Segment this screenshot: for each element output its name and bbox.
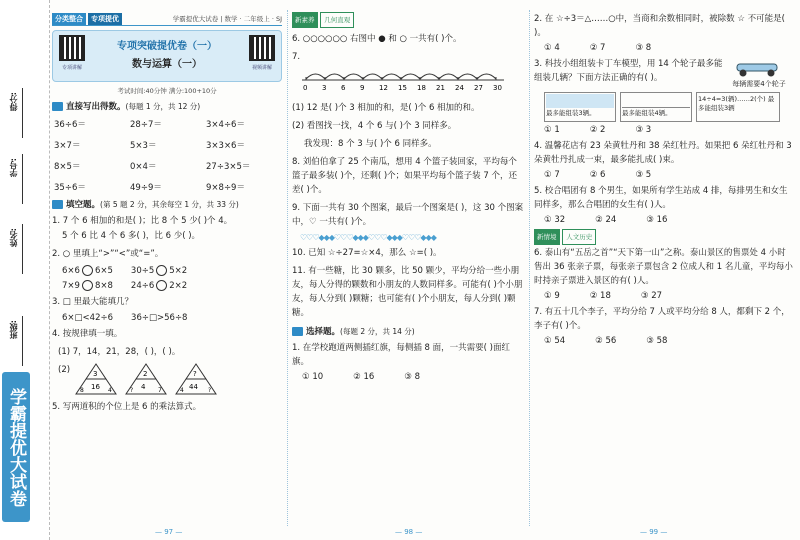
question-8[interactable]: 8. 刘伯伯拿了 25 个南瓜，想用 4 个篮子装回家，平均每个篮子最多装( )个，还剩( )个；如果平均每个篮子装 7 个，还差( )个。 bbox=[292, 157, 517, 195]
number-line-label: 6 bbox=[341, 84, 346, 92]
number-line-hop bbox=[325, 74, 344, 79]
question-4: 4. 按规律填一填。 bbox=[52, 329, 123, 339]
number-line-label: 21 bbox=[436, 84, 445, 92]
svg-text:7: 7 bbox=[158, 387, 162, 394]
question-7: 7. bbox=[292, 52, 301, 62]
svg-text:4: 4 bbox=[141, 383, 146, 391]
section-heading bbox=[52, 100, 282, 112]
score-line bbox=[22, 88, 23, 138]
choice-3[interactable]: 3. 科技小组组装卡丁车模型，用 14 个轮子最多能组装几辆？下面方法正确的有( )。 bbox=[534, 59, 723, 83]
calc-item[interactable]: 28÷7＝ bbox=[130, 120, 162, 130]
calc-item[interactable]: 9×8÷9＝ bbox=[206, 183, 245, 193]
choice-options bbox=[544, 125, 794, 135]
calc-item[interactable]: 36÷6＝ bbox=[54, 120, 86, 130]
svg-text:8: 8 bbox=[80, 387, 84, 394]
svg-text:3: 3 bbox=[93, 370, 98, 378]
choice-6[interactable]: 6. 泰山有“五岳之首”“天下第一山”之称。泰山景区的售票处 4 小时售出 36 张亲子票，每张亲子票包含 2 位成人和 1 名儿童，平均每小时持亲子票进入景区的有( )人。 bbox=[534, 248, 793, 286]
question-11[interactable]: 11. 有一些糖，比 30 颗多，比 50 颗少，平均分给一些小朋友，每人分得的颗数和小朋友的人数同样多。可能有( )个小朋友，每人分到( )颗糖；也可能有( )个小朋友，每人分到( )颗糖。 bbox=[292, 266, 523, 318]
page-number: — 97 — bbox=[155, 528, 183, 536]
choice-options bbox=[544, 43, 794, 53]
number-line-label: 12 bbox=[379, 84, 388, 92]
section-note: (每题 2 分，共 14 分) bbox=[340, 326, 415, 336]
number-line-hop bbox=[363, 74, 382, 79]
method-card[interactable]: 14÷4=3(辆)……2(个) 最多能组装3辆 bbox=[696, 92, 780, 122]
section-heading bbox=[292, 325, 524, 337]
box-inequality-b[interactable]: 36÷□>56÷8 bbox=[131, 313, 188, 323]
calc-item[interactable]: 5×3＝ bbox=[130, 141, 157, 151]
qr-caption-right: 视频讲解 bbox=[251, 65, 272, 71]
question-7a[interactable]: (1) 12 是( )个 3 相加的和，是( )个 6 相加的和。 bbox=[292, 103, 480, 113]
tag-literacy: 新素养 bbox=[292, 12, 318, 28]
option[interactable]: ② 56 bbox=[595, 336, 617, 346]
choice-5[interactable]: 5. 校合唱团有 8 个男生，如果所有学生站成 4 排，每排男生和女生同样多，那么合唱团的女生有( )人。 bbox=[534, 186, 788, 210]
box-inequality-a[interactable]: 6×□<42÷6 bbox=[62, 313, 114, 323]
calc-item[interactable]: 35÷6＝ bbox=[54, 183, 86, 193]
option[interactable]: ③ 8 bbox=[635, 43, 652, 53]
column-divider bbox=[287, 10, 288, 526]
number-line-hop bbox=[458, 74, 477, 79]
option[interactable]: ① 9 bbox=[544, 291, 560, 301]
number-line-label: 18 bbox=[417, 84, 426, 92]
number-line-hop bbox=[306, 74, 325, 79]
number-line-label: 27 bbox=[474, 84, 483, 92]
oral-calc-grid bbox=[52, 118, 282, 193]
calc-item[interactable]: 27÷3×5＝ bbox=[206, 162, 251, 172]
section-note: (每题 1 分，共 12 分) bbox=[125, 101, 201, 111]
svg-text:?: ? bbox=[193, 370, 197, 378]
option[interactable]: ③ 8 bbox=[404, 372, 421, 382]
class-line bbox=[22, 316, 23, 366]
answer-circle[interactable] bbox=[82, 280, 93, 291]
section-marker-icon bbox=[292, 327, 303, 336]
triangle-puzzle[interactable] bbox=[74, 362, 118, 396]
column-divider bbox=[529, 10, 530, 526]
number-line-label: 9 bbox=[360, 84, 365, 92]
option[interactable]: ③ 27 bbox=[640, 291, 663, 301]
number-line-hop bbox=[477, 74, 496, 79]
option[interactable]: ③ 5 bbox=[635, 170, 652, 180]
triangle-puzzle[interactable] bbox=[174, 362, 218, 396]
page-subtitle: 数与运算（一） bbox=[132, 59, 202, 70]
pattern-strip: ♡♡♡◆◆◆♡♡♡◆◆◆♡♡♡◆◆◆♡♡♡◆◆◆ bbox=[300, 233, 436, 242]
method-card[interactable]: 最多能组装3辆。 bbox=[544, 92, 616, 122]
series-brand: 学霸提优大试卷 bbox=[2, 372, 30, 522]
method-card[interactable]: 最多能组装4辆。 bbox=[620, 92, 692, 122]
choice-options bbox=[544, 291, 794, 301]
number-line bbox=[292, 64, 522, 94]
name-label: 姓名: bbox=[9, 228, 18, 248]
question-3: 3. □ 里最大能填几？ bbox=[52, 297, 134, 307]
compare-item: 24÷6 2×2 bbox=[130, 281, 188, 291]
option[interactable]: ③ 3 bbox=[635, 125, 652, 135]
exam-meta: 考试时间:40分钟 满分:100+10分 bbox=[117, 87, 217, 95]
score-label: 得分: bbox=[9, 92, 18, 112]
option[interactable]: ① 7 bbox=[544, 170, 560, 180]
calc-item[interactable]: 49÷9＝ bbox=[130, 183, 162, 193]
number-line-label: 15 bbox=[398, 84, 407, 92]
number-line-label: 30 bbox=[493, 84, 502, 92]
tag-category: 分类整合 bbox=[52, 13, 86, 25]
choice-options bbox=[302, 372, 524, 382]
column-one bbox=[52, 12, 282, 522]
number-line-label: 0 bbox=[303, 84, 308, 92]
option[interactable]: ① 10 bbox=[302, 372, 324, 382]
section-title: 直接写出得数。 bbox=[66, 102, 126, 112]
calc-item[interactable]: 0×4＝ bbox=[130, 162, 157, 172]
option[interactable]: ① 32 bbox=[544, 215, 566, 225]
number-line-hop bbox=[420, 74, 439, 79]
tag-context: 新情境 bbox=[534, 229, 560, 245]
answer-circle[interactable] bbox=[156, 265, 167, 276]
section-note: (第 5 题 2 分，其余每空 1 分，共 33 分) bbox=[100, 199, 239, 209]
option[interactable]: ① 4 bbox=[544, 43, 560, 53]
question-1b[interactable]: 5 个 6 比 4 个 6 多( )，比 6 少( )。 bbox=[62, 231, 201, 241]
answer-circle[interactable] bbox=[156, 280, 167, 291]
binding-spine bbox=[0, 0, 50, 540]
svg-text:?: ? bbox=[130, 387, 134, 394]
page-number: — 98 — bbox=[395, 528, 423, 536]
compare-row bbox=[62, 265, 282, 276]
header-strip bbox=[52, 12, 282, 26]
question-7c[interactable]: 我发现：8 个 3 与( )个 6 同样多。 bbox=[304, 139, 437, 149]
fill-box-row bbox=[62, 313, 282, 323]
compare-row bbox=[62, 280, 282, 291]
title-banner bbox=[52, 30, 282, 82]
pattern-row-2: (2) bbox=[58, 365, 71, 375]
choice-1[interactable]: 1. 在学校跑道两侧插红旗，每侧插 8 面，一共需要( )面红旗。 bbox=[292, 343, 510, 367]
question-9[interactable]: 9. 下面一共有 30 个图案，最后一个图案是( )，这 30 个图案中，♡ 一共有( )个。 bbox=[292, 203, 524, 227]
svg-text:?: ? bbox=[208, 387, 212, 394]
calc-item[interactable]: 8×5＝ bbox=[54, 162, 81, 172]
kart-icon bbox=[729, 59, 789, 77]
option[interactable]: ③ 58 bbox=[646, 336, 668, 346]
qr-code-icon[interactable] bbox=[59, 35, 85, 61]
choice-7[interactable]: 7. 有五十几个李子，平均分给 7 人或平均分给 8 人，都剩下 2 个，李子有( )个。 bbox=[534, 307, 790, 331]
id-line bbox=[22, 154, 23, 204]
id-label: 学号: bbox=[9, 158, 18, 178]
number-line-hop bbox=[439, 74, 458, 79]
question-10[interactable]: 10. 已知 ☆÷27=☆×4，那么 ☆=( )。 bbox=[292, 248, 442, 258]
option[interactable]: ② 7 bbox=[589, 43, 606, 53]
compare-item: 30÷5 5×2 bbox=[130, 266, 188, 276]
page-title: 专项突破提优卷（一） bbox=[117, 41, 217, 52]
section-marker-icon bbox=[52, 102, 63, 111]
pattern-row-1[interactable]: (1) 7，14，21，28，( )，( )。 bbox=[58, 347, 181, 357]
number-line-hop bbox=[344, 74, 363, 79]
section-heading bbox=[52, 198, 282, 210]
qr-code-icon[interactable] bbox=[249, 35, 275, 61]
compare-item: 7×9 8×8 bbox=[62, 281, 113, 291]
number-line-label: 3 bbox=[322, 84, 327, 92]
choice-2[interactable]: 2. 在 ☆÷3＝△……○中，当商和余数相同时，被除数 ☆ 不可能是( )。 bbox=[534, 14, 785, 38]
book-info: 学霸提优大试卷 | 数学 · 二年级上 · SJ bbox=[172, 15, 282, 23]
choice-options bbox=[544, 170, 794, 180]
section-marker-icon bbox=[52, 200, 63, 209]
option[interactable]: ② 2 bbox=[589, 125, 606, 135]
tag-geometry: 几何直观 bbox=[320, 12, 354, 28]
calc-item[interactable]: 3×4÷6＝ bbox=[206, 120, 245, 130]
calc-item[interactable]: 3×3×6＝ bbox=[206, 141, 245, 151]
triangle-puzzles bbox=[74, 362, 218, 396]
triangle-puzzle[interactable] bbox=[124, 362, 168, 396]
question-2: 2. ○ 里填上“>”“<”或“=”。 bbox=[52, 249, 164, 259]
svg-text:4: 4 bbox=[108, 387, 112, 394]
option[interactable]: ② 24 bbox=[595, 215, 617, 225]
option[interactable]: ① 1 bbox=[544, 125, 560, 135]
name-line bbox=[22, 224, 23, 274]
calc-item[interactable]: 3×7＝ bbox=[54, 141, 81, 151]
option[interactable]: ② 16 bbox=[353, 372, 375, 382]
compare-item: 6×6 6×5 bbox=[62, 266, 113, 276]
question-6[interactable]: 6. ○○○○○○ 右图中 ● 和 ○ 一共有( )个。 bbox=[292, 34, 462, 44]
section-title: 选择题。 bbox=[306, 327, 341, 337]
question-7b[interactable]: (2) 看图找一找，4 个 6 与( )个 3 同样多。 bbox=[292, 121, 457, 131]
choice-options bbox=[544, 336, 794, 346]
option[interactable]: ① 54 bbox=[544, 336, 566, 346]
number-line-label: 24 bbox=[455, 84, 464, 92]
question-1[interactable]: 1. 7 个 6 相加的和是( )；比 8 个 5 少( )个 4。 bbox=[52, 216, 233, 226]
svg-text:4: 4 bbox=[180, 387, 184, 394]
column-two bbox=[292, 12, 524, 522]
option[interactable]: ② 18 bbox=[589, 291, 611, 301]
column-three bbox=[534, 12, 794, 522]
tag-special: 专项提优 bbox=[88, 13, 122, 25]
page-number: — 99 — bbox=[640, 528, 668, 536]
class-label: 班级: bbox=[9, 320, 18, 340]
kart-note: 每辆需要4个轮子 bbox=[724, 59, 794, 89]
section-title: 填空题。 bbox=[66, 200, 101, 210]
choice-4[interactable]: 4. 温馨花店有 23 朵黄牡丹和 38 朵红牡丹。如果把 6 朵红牡丹和 3 朵黄牡丹扎成一束，最多能扎成( )束。 bbox=[534, 141, 792, 165]
option[interactable]: ② 6 bbox=[589, 170, 606, 180]
svg-text:16: 16 bbox=[91, 383, 100, 391]
svg-text:2: 2 bbox=[143, 370, 148, 378]
question-5[interactable]: 5. 写两道积的个位上是 6 的乘法算式。 bbox=[52, 402, 202, 412]
choice-options bbox=[544, 215, 794, 225]
number-line-hop bbox=[401, 74, 420, 79]
qr-caption-left: 专项讲解 bbox=[61, 65, 82, 71]
svg-text:44: 44 bbox=[189, 383, 198, 391]
answer-circle[interactable] bbox=[82, 265, 93, 276]
tag-history: 人文历史 bbox=[562, 229, 596, 245]
method-cards bbox=[544, 92, 794, 122]
option[interactable]: ③ 16 bbox=[646, 215, 668, 225]
number-line-hop bbox=[382, 74, 401, 79]
